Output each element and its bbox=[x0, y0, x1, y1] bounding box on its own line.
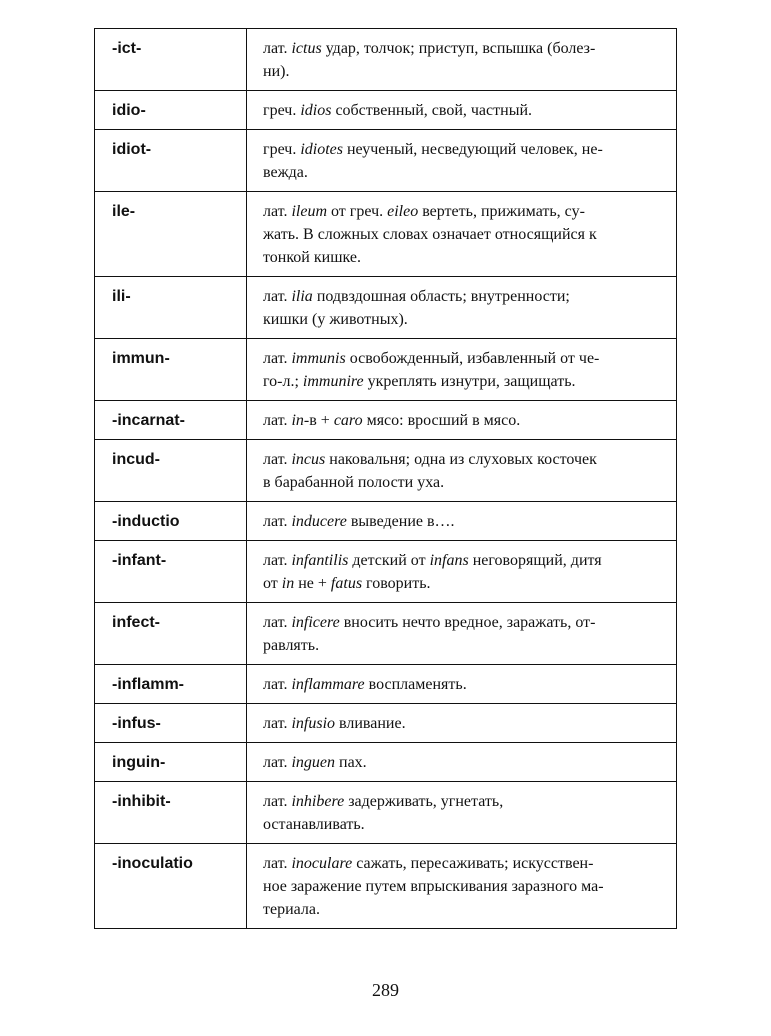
definition-text: тонкой кишке. bbox=[263, 249, 361, 266]
table-row bbox=[95, 844, 677, 929]
table-row bbox=[95, 541, 677, 603]
table-row bbox=[95, 440, 677, 502]
definition-cell bbox=[247, 743, 677, 782]
definition-text: вносить нечто вредное, заражать, от- bbox=[339, 614, 596, 631]
definition-cell bbox=[247, 502, 677, 541]
definition-text: лат. bbox=[263, 451, 292, 468]
term-cell: incud- bbox=[95, 440, 247, 502]
definition-text: не + bbox=[294, 575, 331, 592]
definition-italic-word: ilia bbox=[291, 288, 313, 305]
definition-text: вливание. bbox=[335, 715, 406, 732]
definition-text: освобожденный, избавленный от че- bbox=[345, 350, 600, 367]
definition-italic-word: in bbox=[291, 412, 304, 429]
definition-text: мясо: вросший в мясо. bbox=[362, 412, 521, 429]
definition-text: греч. bbox=[263, 141, 301, 158]
definition-italic-word: inficere bbox=[291, 614, 340, 631]
definition-text: ное заражение путем впрыскивания заразного ма- bbox=[263, 878, 604, 895]
definition-text: задерживать, угнетать, bbox=[344, 793, 504, 810]
definition-cell bbox=[247, 130, 677, 192]
definition-text: говорить. bbox=[362, 575, 431, 592]
table-row bbox=[95, 91, 677, 130]
definition-italic-word: inflammare bbox=[291, 676, 365, 693]
term-cell: -infant- bbox=[95, 541, 247, 603]
definition-italic-word: immunire bbox=[302, 373, 364, 390]
definition-cell bbox=[247, 339, 677, 401]
definition-italic-word: inhibere bbox=[291, 793, 345, 810]
definition-text: пах. bbox=[335, 754, 367, 771]
definition-italic-word: ictus bbox=[291, 40, 322, 57]
definition-text: лат. bbox=[263, 754, 292, 771]
definition-cell bbox=[247, 844, 677, 929]
definition-text: вертеть, прижимать, су- bbox=[418, 203, 585, 220]
definition-text: детский от bbox=[348, 552, 430, 569]
term-cell: ile- bbox=[95, 192, 247, 277]
table-row bbox=[95, 29, 677, 91]
term-cell: inguin- bbox=[95, 743, 247, 782]
table-row bbox=[95, 277, 677, 339]
definition-cell bbox=[247, 603, 677, 665]
definition-text: -в + bbox=[303, 412, 334, 429]
definition-text: подвздошная область; внутренности; bbox=[312, 288, 570, 305]
definition-italic-word: infantilis bbox=[291, 552, 349, 569]
table-row bbox=[95, 603, 677, 665]
definition-italic-word: idios bbox=[300, 102, 332, 119]
definition-text: лат. bbox=[263, 676, 292, 693]
definition-cell bbox=[247, 29, 677, 91]
table-row bbox=[95, 665, 677, 704]
definition-text: лат. bbox=[263, 40, 292, 57]
definition-text: лат. bbox=[263, 412, 292, 429]
definition-cell bbox=[247, 192, 677, 277]
definition-text: греч. bbox=[263, 102, 301, 119]
definition-italic-word: inoculare bbox=[291, 855, 353, 872]
definition-text: лат. bbox=[263, 350, 292, 367]
definition-text: лат. bbox=[263, 715, 292, 732]
definition-text: лат. bbox=[263, 855, 292, 872]
definition-text: жать. В сложных словах означает относящийся к bbox=[263, 226, 597, 243]
definition-text: лат. bbox=[263, 288, 292, 305]
definition-text: сажать, пересаживать; искусствен- bbox=[352, 855, 594, 872]
definition-italic-word: ileum bbox=[291, 203, 328, 220]
definition-italic-word: in bbox=[281, 575, 295, 592]
term-cell: -ict- bbox=[95, 29, 247, 91]
definition-text: воспламенять. bbox=[364, 676, 467, 693]
definition-italic-word: inducere bbox=[291, 513, 347, 530]
definition-text: кишки (у животных). bbox=[263, 311, 408, 328]
definition-text: наковальня; одна из слуховых косточек bbox=[325, 451, 597, 468]
definition-italic-word: infans bbox=[429, 552, 469, 569]
definition-cell bbox=[247, 665, 677, 704]
definition-italic-word: eileo bbox=[387, 203, 419, 220]
term-cell: idiot- bbox=[95, 130, 247, 192]
definition-cell bbox=[247, 401, 677, 440]
definition-text: собственный, свой, частный. bbox=[331, 102, 532, 119]
definition-text: в барабанной полости уха. bbox=[263, 474, 445, 491]
term-cell: -inflamm- bbox=[95, 665, 247, 704]
definition-text: лат. bbox=[263, 513, 292, 530]
definition-text: укреплять изнутри, защищать. bbox=[363, 373, 576, 390]
definition-text: вежда. bbox=[263, 164, 308, 181]
definition-cell bbox=[247, 440, 677, 502]
table-row bbox=[95, 339, 677, 401]
term-cell: infect- bbox=[95, 603, 247, 665]
table-row bbox=[95, 401, 677, 440]
table-row bbox=[95, 502, 677, 541]
definition-italic-word: inguen bbox=[291, 754, 336, 771]
definition-text: лат. bbox=[263, 614, 292, 631]
definition-italic-word: caro bbox=[333, 412, 363, 429]
table-row bbox=[95, 782, 677, 844]
definition-text: равлять. bbox=[263, 637, 320, 654]
term-cell: -infus- bbox=[95, 704, 247, 743]
definition-text: неговорящий, дитя bbox=[468, 552, 602, 569]
definition-text: ни). bbox=[263, 63, 290, 80]
definition-text: останавливать. bbox=[263, 816, 365, 833]
definition-text: удар, толчок; приступ, вспышка (болез- bbox=[321, 40, 596, 57]
term-cell: -inductio bbox=[95, 502, 247, 541]
definition-text: лат. bbox=[263, 552, 292, 569]
definition-cell bbox=[247, 91, 677, 130]
term-cell: -incarnat- bbox=[95, 401, 247, 440]
page-number: 289 bbox=[372, 980, 399, 1000]
definition-text: териала. bbox=[263, 901, 320, 918]
definition-italic-word: incus bbox=[291, 451, 326, 468]
definition-text: выведение в…. bbox=[346, 513, 455, 530]
definition-text: го-л.; bbox=[263, 373, 303, 390]
definition-cell bbox=[247, 541, 677, 603]
glossary-table bbox=[94, 28, 677, 929]
term-cell: -inhibit- bbox=[95, 782, 247, 844]
table-row bbox=[95, 192, 677, 277]
definition-cell bbox=[247, 704, 677, 743]
definition-text: лат. bbox=[263, 203, 292, 220]
definition-text: от греч. bbox=[327, 203, 388, 220]
definition-italic-word: idiotes bbox=[300, 141, 343, 158]
definition-text: от bbox=[263, 575, 282, 592]
definition-italic-word: immunis bbox=[291, 350, 346, 367]
definition-text: лат. bbox=[263, 793, 292, 810]
definition-italic-word: infusio bbox=[291, 715, 336, 732]
table-row bbox=[95, 704, 677, 743]
definition-italic-word: fatus bbox=[330, 575, 363, 592]
definition-cell bbox=[247, 782, 677, 844]
table-row bbox=[95, 743, 677, 782]
term-cell: ili- bbox=[95, 277, 247, 339]
definition-cell bbox=[247, 277, 677, 339]
term-cell: immun- bbox=[95, 339, 247, 401]
term-cell: idio- bbox=[95, 91, 247, 130]
term-cell: -inoculatio bbox=[95, 844, 247, 929]
definition-text: неученый, несведующий человек, не- bbox=[342, 141, 603, 158]
table-row bbox=[95, 130, 677, 192]
glossary-body bbox=[95, 29, 677, 929]
